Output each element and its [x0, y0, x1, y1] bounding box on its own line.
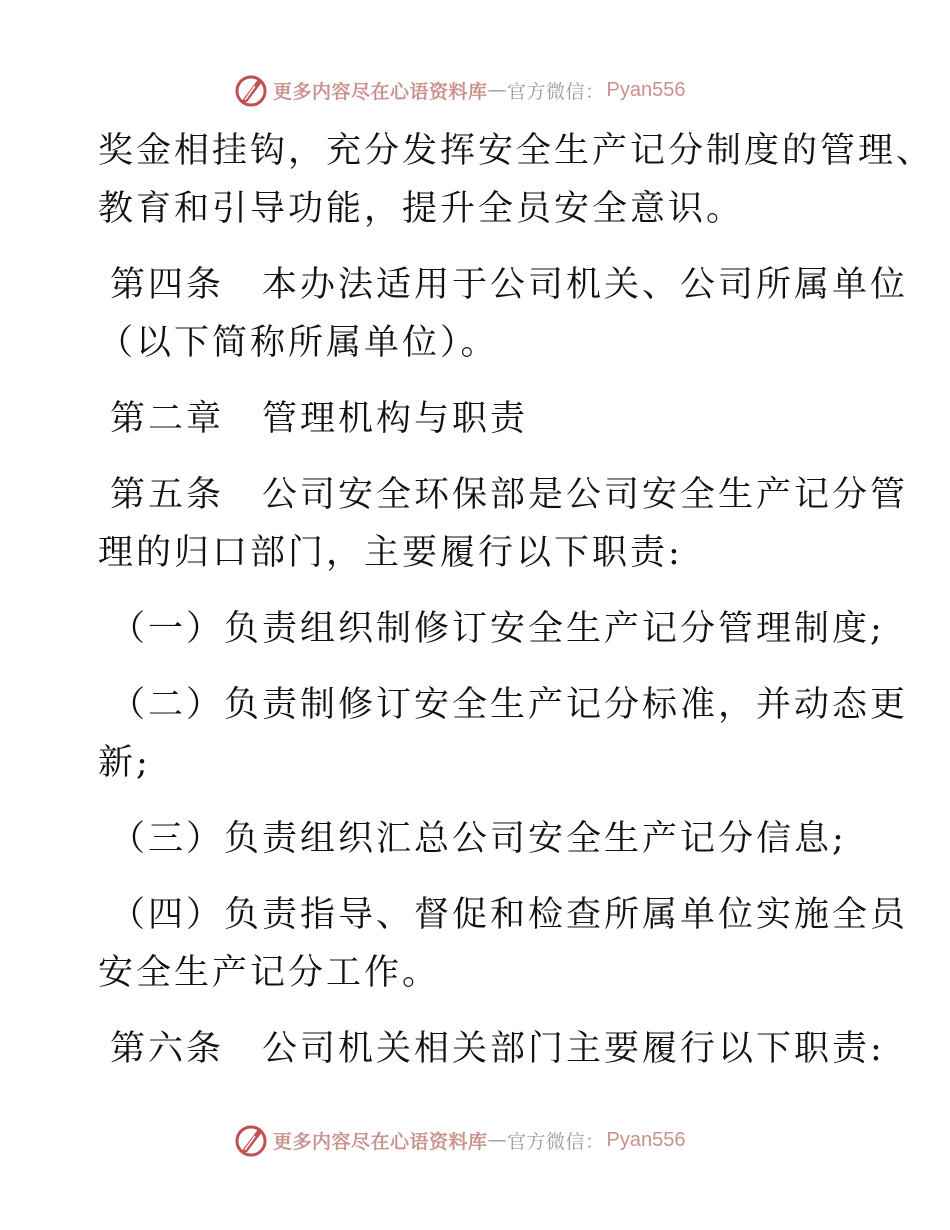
- list-item: [98, 886, 909, 1002]
- text-line: 奖金相挂钩，充分发挥安全生产记分制度的管理、: [98, 131, 935, 171]
- text-line: 第六条 公司机关相关部门主要履行以下职责:: [110, 1029, 885, 1069]
- watermark-wechat-id: Pyan556: [606, 78, 686, 101]
- document-body: [98, 122, 935, 1078]
- text-line: （四）负责指导、督促和检查所属单位实施全员: [110, 895, 909, 935]
- watermark-dash: —: [487, 1129, 508, 1151]
- text-line: 第四条 本办法适用于公司机关、公司所属单位: [110, 265, 909, 305]
- text-line: （三）负责组织汇总公司安全生产记分信息;: [110, 819, 847, 859]
- article-four: [98, 256, 909, 372]
- text-line: 新;: [98, 743, 151, 783]
- text-line: （二）负责制修订安全生产记分标准，并动态更: [110, 685, 909, 725]
- chapter-heading: [98, 390, 838, 448]
- text-line: 理的归口部门，主要履行以下职责:: [98, 533, 683, 573]
- article-six: [98, 1020, 885, 1078]
- article-five: [98, 466, 909, 582]
- text-line: 教育和引导功能，提升全员安全意识。: [98, 189, 745, 229]
- header-watermark: [233, 70, 686, 110]
- quill-logo-icon: [233, 1122, 269, 1158]
- text-line: （一）负责组织制修订安全生产记分管理制度;: [110, 609, 885, 649]
- footer-watermark: [233, 1120, 686, 1160]
- paragraph: [98, 122, 935, 238]
- chapter-title: 第二章 管理机构与职责: [110, 399, 529, 439]
- watermark-dash: —: [487, 79, 508, 101]
- text-line: 安全生产记分工作。: [98, 953, 441, 993]
- list-item: [98, 676, 909, 792]
- watermark-wechat-id: Pyan556: [606, 1128, 686, 1151]
- watermark-main-text: 更多内容尽在心语资料库: [273, 1130, 488, 1153]
- watermark-official-label: 官方微信：: [507, 1130, 605, 1153]
- quill-logo-icon: [233, 72, 269, 108]
- text-line: （以下简称所属单位）。: [98, 323, 499, 363]
- list-item: [98, 600, 885, 658]
- watermark-main-text: 更多内容尽在心语资料库: [273, 80, 488, 103]
- text-line: 第五条 公司安全环保部是公司安全生产记分管: [110, 475, 909, 515]
- watermark-official-label: 官方微信：: [507, 80, 605, 103]
- list-item: [98, 810, 847, 868]
